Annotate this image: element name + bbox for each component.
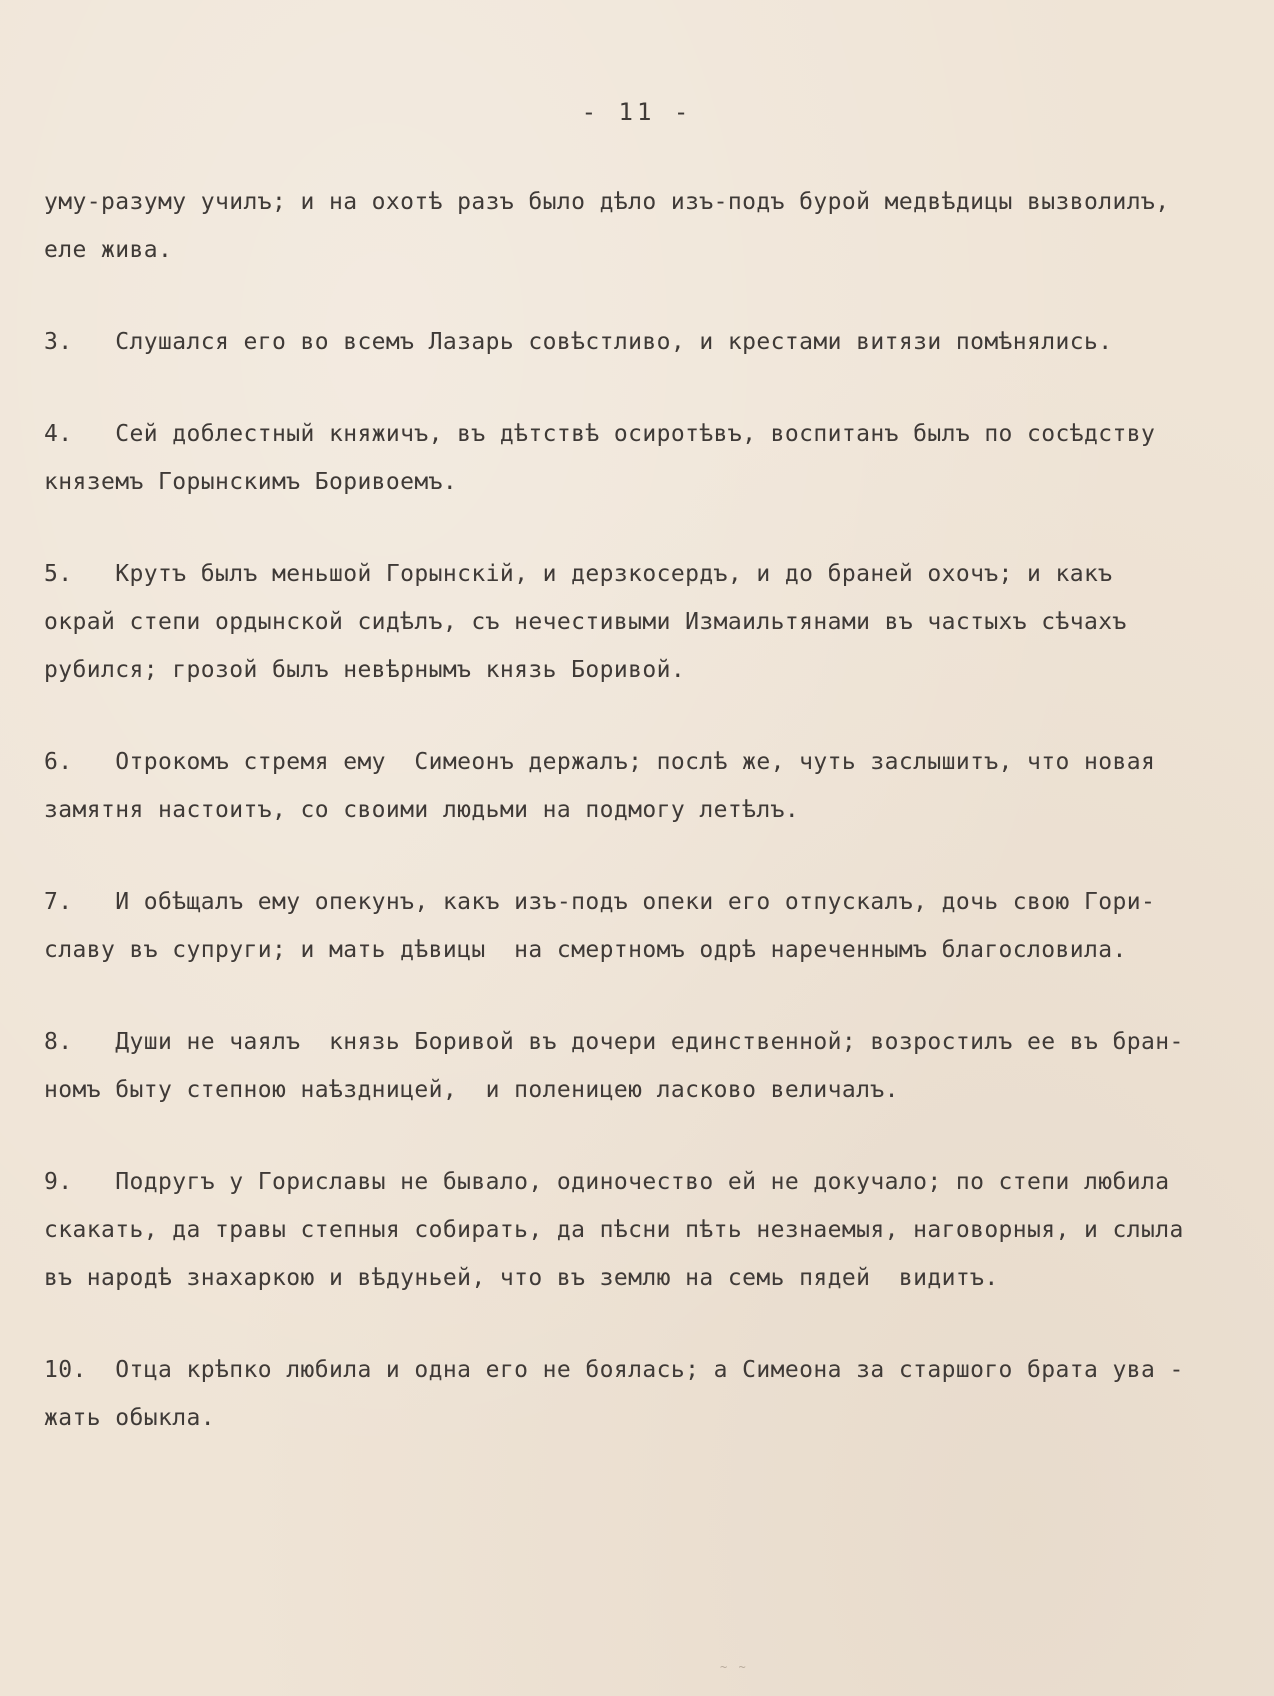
- text-line: 5. Крутъ былъ меньшой Горынскiй, и дерзкосердъ, и до браней охочъ; и какъ: [44, 561, 1113, 587]
- faint-mark: ~ ~: [720, 1660, 748, 1674]
- paragraph-gap: [44, 834, 1239, 878]
- text-line: жать обыкла.: [44, 1405, 215, 1431]
- paragraph-gap: [44, 506, 1239, 550]
- text-line: 9. Подругъ у Гориславы не бывало, одиночество ей не докучало; по степи любила: [44, 1169, 1170, 1195]
- paragraph-gap: [44, 974, 1239, 1018]
- paragraph: [44, 878, 1239, 974]
- paragraph: [44, 1346, 1239, 1442]
- text-line: 8. Души не чаялъ князь Боривой въ дочери единственной; возростилъ ее въ бран-: [44, 1029, 1184, 1055]
- paragraph: [44, 1158, 1239, 1302]
- paragraph: [44, 318, 1239, 366]
- paragraph: [44, 738, 1239, 834]
- text-line: еле жива.: [44, 237, 173, 263]
- text-line: въ народѣ знахаркою и вѣдуньей, что въ землю на семь пядей видитъ.: [44, 1265, 999, 1291]
- paragraph-gap: [44, 1114, 1239, 1158]
- text-line: славу въ супруги; и мать дѣвицы на смертномъ одрѣ нареченнымъ благословила.: [44, 937, 1127, 963]
- text-line: 10. Отца крѣпко любила и одна его не боялась; а Симеона за старшого брата ува -: [44, 1357, 1184, 1383]
- text-line: замятня настоитъ, со своими людьми на подмогу летѣлъ.: [44, 797, 800, 823]
- page-number: - 11 -: [581, 98, 693, 126]
- text-body: [44, 178, 1239, 1442]
- text-line: 4. Сей доблестный княжичъ, въ дѣтствѣ осиротѣвъ, воспитанъ былъ по сосѣдству: [44, 421, 1156, 447]
- text-line: 6. Отрокомъ стремя ему Симеонъ держалъ; послѣ же, чуть заслышитъ, что новая: [44, 749, 1156, 775]
- text-line: 3. Слушался его во всемъ Лазарь совѣстливо, и крестами витязи помѣнялись.: [44, 329, 1113, 355]
- text-line: окрай степи ордынской сидѣлъ, съ нечестивыми Измаильтянами въ частыхъ сѣчахъ: [44, 609, 1127, 635]
- text-line: номъ быту степною наѣздницей, и поленицею ласково величалъ.: [44, 1077, 899, 1103]
- text-line: рубился; грозой былъ невѣрнымъ князь Боривой.: [44, 657, 686, 683]
- paragraph: [44, 410, 1239, 506]
- paragraph: [44, 550, 1239, 694]
- paragraph-gap: [44, 694, 1239, 738]
- paragraph: [44, 1018, 1239, 1114]
- paragraph-gap: [44, 1302, 1239, 1346]
- paragraph-gap: [44, 274, 1239, 318]
- paragraph-gap: [44, 366, 1239, 410]
- text-line: княземъ Горынскимъ Боривоемъ.: [44, 469, 458, 495]
- text-line: уму-разуму училъ; и на охотѣ разъ было дѣло изъ-подъ бурой медвѣдицы вызволилъ,: [44, 189, 1170, 215]
- text-line: 7. И обѣщалъ ему опекунъ, какъ изъ-подъ опеки его отпускалъ, дочь свою Гори-: [44, 889, 1156, 915]
- text-line: скакать, да травы степныя собирать, да пѣсни пѣть незнаемыя, наговорныя, и слыла: [44, 1217, 1184, 1243]
- paragraph: [44, 178, 1239, 274]
